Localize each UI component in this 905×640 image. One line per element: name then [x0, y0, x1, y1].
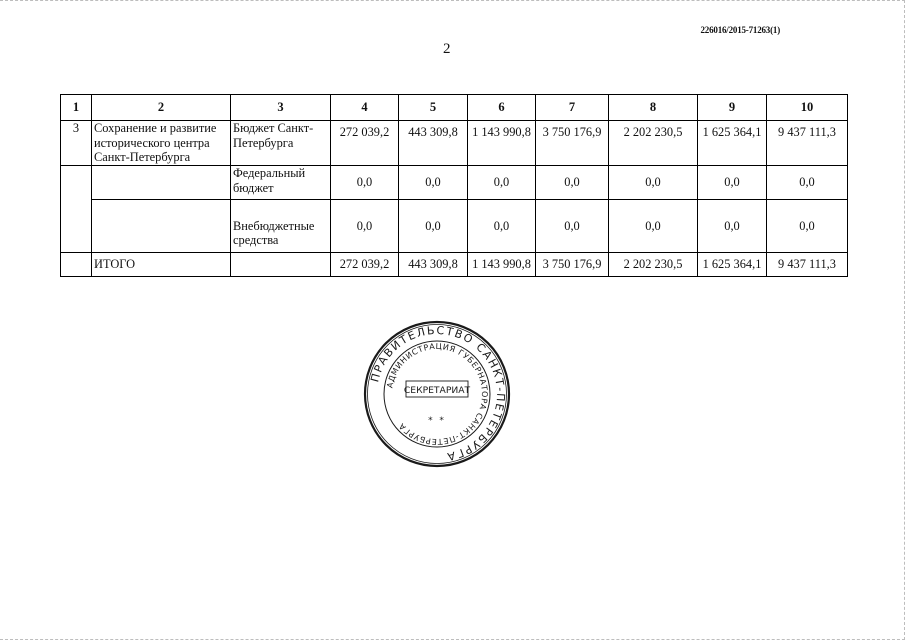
value-cell: 0,0: [767, 200, 848, 253]
total-value-cell: 1 143 990,8: [468, 253, 536, 277]
value-cell: 2 202 230,5: [609, 121, 698, 166]
column-header: 1: [61, 95, 92, 121]
value-cell: 0,0: [399, 200, 468, 253]
total-row: [61, 253, 848, 277]
document-id: 226016/2015-71263(1): [700, 25, 780, 35]
value-cell: 0,0: [698, 166, 767, 200]
column-header: 7: [536, 95, 609, 121]
column-header: 10: [767, 95, 848, 121]
stamp-inner-text: АДМИНИСТРАЦИЯ ГУБЕРНАТОРА САНКТ-ПЕТЕРБУРГА: [385, 341, 490, 447]
value-cell: 0,0: [609, 166, 698, 200]
value-cell: 0,0: [698, 200, 767, 253]
row-number: [61, 166, 92, 200]
value-cell: 3 750 176,9: [536, 121, 609, 166]
value-cell: 443 309,8: [399, 121, 468, 166]
stamp-stars: * *: [428, 416, 446, 426]
column-header: 3: [231, 95, 331, 121]
total-value-cell: 2 202 230,5: [609, 253, 698, 277]
program-name: [92, 166, 231, 200]
value-cell: 0,0: [331, 166, 399, 200]
total-row-number: [61, 253, 92, 277]
total-value-cell: 443 309,8: [399, 253, 468, 277]
funding-source: Федеральный бюджет: [231, 166, 331, 200]
value-cell: 0,0: [609, 200, 698, 253]
value-cell: 1 625 364,1: [698, 121, 767, 166]
table-row: [61, 200, 848, 253]
value-cell: 0,0: [468, 166, 536, 200]
value-cell: 0,0: [536, 200, 609, 253]
value-cell: 0,0: [536, 166, 609, 200]
funding-source: Бюджет Санкт-Петербурга: [231, 121, 331, 166]
column-header: 4: [331, 95, 399, 121]
table-row: [61, 121, 848, 166]
value-cell: 0,0: [767, 166, 848, 200]
table-header-row: [61, 95, 848, 121]
page-number: 2: [443, 41, 451, 57]
value-cell: 272 039,2: [331, 121, 399, 166]
funding-source: Внебюджетные средства: [231, 200, 331, 253]
value-cell: 1 143 990,8: [468, 121, 536, 166]
stamp-center-text: СЕКРЕТАРИАТ: [403, 385, 471, 396]
total-value-cell: 1 625 364,1: [698, 253, 767, 277]
column-header: 8: [609, 95, 698, 121]
value-cell: 0,0: [331, 200, 399, 253]
value-cell: 0,0: [468, 200, 536, 253]
column-header: 5: [399, 95, 468, 121]
column-header: 9: [698, 95, 767, 121]
value-cell: 0,0: [399, 166, 468, 200]
stamp-outer-text: ПРАВИТЕЛЬСТВО САНКТ-ПЕТЕРБУРГА: [368, 323, 508, 464]
total-label: ИТОГО: [92, 253, 231, 277]
column-header: 6: [468, 95, 536, 121]
row-number: [61, 200, 92, 253]
total-value-cell: 3 750 176,9: [536, 253, 609, 277]
official-seal-stamp: [362, 319, 512, 469]
program-name: Сохранение и развитие исторического центра Санкт-Петербурга: [92, 121, 231, 166]
total-value-cell: 9 437 111,3: [767, 253, 848, 277]
total-value-cell: 272 039,2: [331, 253, 399, 277]
column-header: 2: [92, 95, 231, 121]
value-cell: 9 437 111,3: [767, 121, 848, 166]
budget-table: [60, 94, 848, 277]
row-number: 3: [61, 121, 92, 166]
program-name: [92, 200, 231, 253]
total-source: [231, 253, 331, 277]
table-row: [61, 166, 848, 200]
